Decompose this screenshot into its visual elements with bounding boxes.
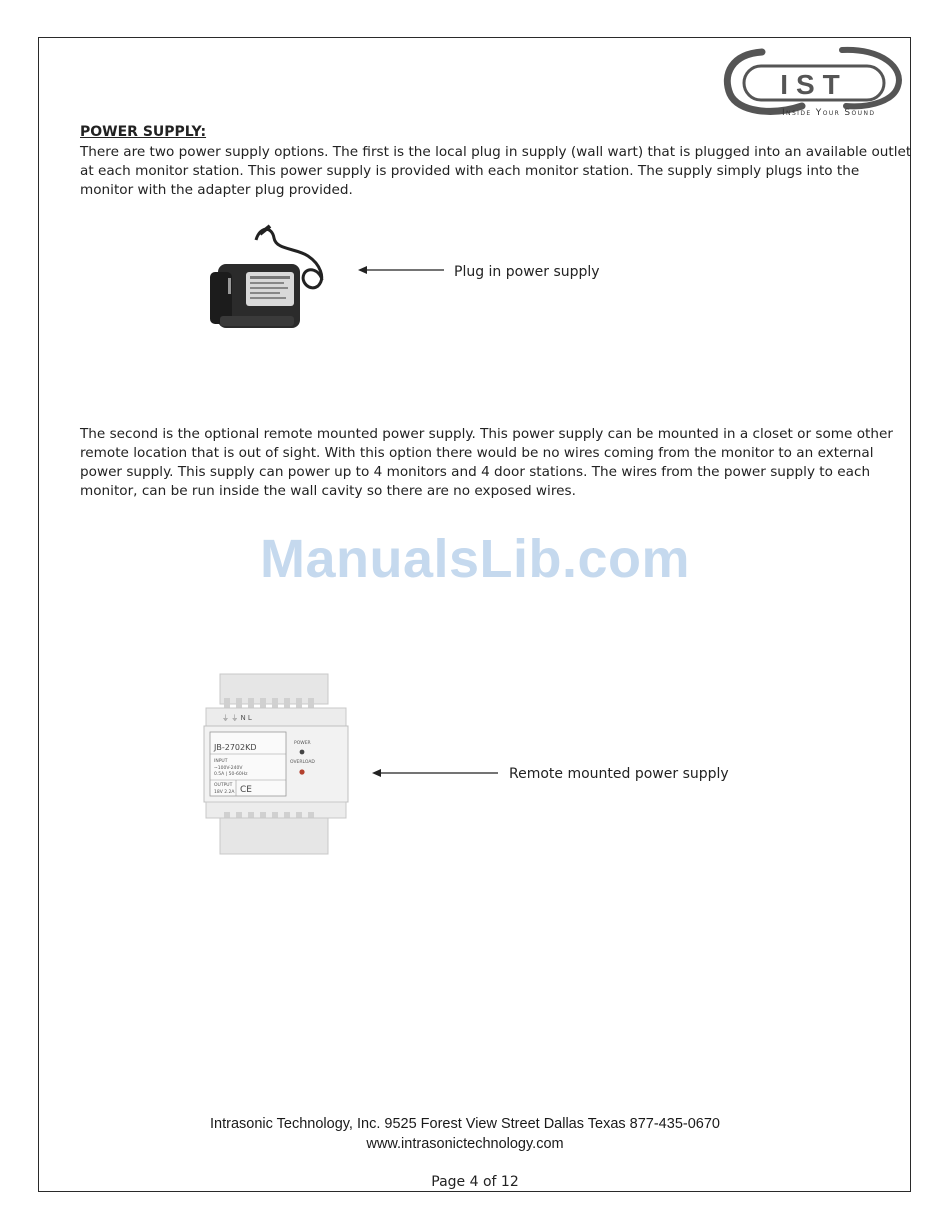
remote-power-supply-image — [200, 672, 352, 857]
arrow-left-icon — [358, 265, 444, 275]
device-input-detail: 0.5A | 50-60Hz — [214, 772, 248, 777]
power-led-icon — [300, 750, 305, 755]
paragraph-remote: The second is the optional remote mounted power supply. This power supply can be mounted in a closet or some other remote location that is out of sight. With this option there would be no wires coming from the monitor to an external power supply. This supply can power up to 4 monitors and 4 door stations. The wires from the power supply to each monitor, can be run inside the wall cavity so there are no exposed wires. — [80, 426, 893, 499]
arrow-left-icon — [372, 768, 498, 778]
device-overload-label: OVERLOAD — [290, 760, 315, 765]
figure-label-plug-in: Plug in power supply — [454, 264, 600, 280]
plug-in-power-supply-image — [200, 220, 340, 340]
paragraph-plug-in: There are two power supply options. The first is the local plug in supply (wall wart) that is plugged into an available outlet at each monitor station. This power supply is provided with each monitor station. The supply simply plugs into the monitor with the adapter plug provided. — [80, 144, 912, 198]
device-input-rating: ~100V-240V — [214, 766, 243, 771]
page-border — [38, 37, 911, 1192]
device-input-label: INPUT — [214, 759, 228, 764]
logo-text: IST — [780, 69, 848, 100]
device-output-rating: 18V 2.2A — [214, 790, 235, 795]
device-output-label: OUTPUT — [214, 783, 233, 788]
ce-mark: CE — [240, 785, 252, 795]
logo-tagline: Inside Your Sound — [782, 108, 876, 118]
footer-address: Intrasonic Technology, Inc. 9525 Forest View Street Dallas Texas 877-435-0670 — [210, 1116, 720, 1132]
figure-label-remote: Remote mounted power supply — [509, 766, 729, 782]
overload-led-icon — [299, 769, 304, 774]
footer-website-link[interactable]: www.intrasonictechnology.com — [366, 1136, 564, 1152]
device-power-label: POWER — [294, 741, 311, 746]
page-number: Page 4 of 12 — [431, 1174, 519, 1190]
section-heading: POWER SUPPLY: — [80, 124, 207, 140]
watermark: ManualsLib.com — [259, 529, 691, 589]
device-terminals: ⏚ ⏚ N L — [222, 714, 252, 722]
device-model: JB-2702KD — [214, 743, 257, 752]
